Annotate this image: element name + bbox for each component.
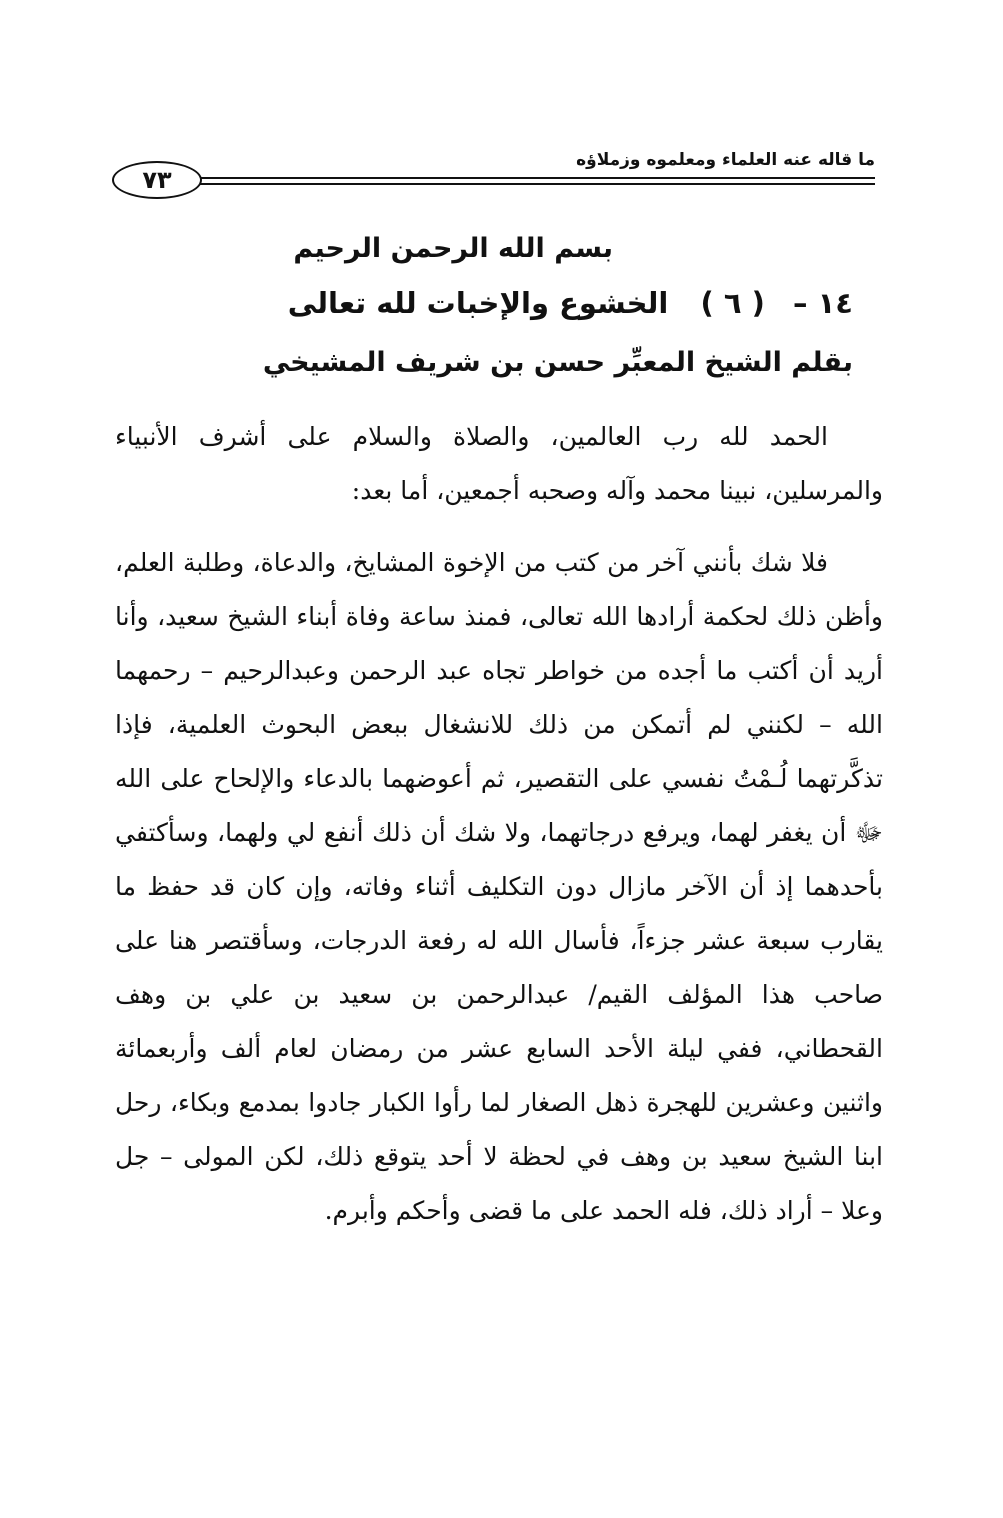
section-number: ١٤ – [792,286,853,320]
section-title-text: الخشوع والإخبات لله تعالى [287,286,669,320]
author-line: بقلم الشيخ المعبِّر حسن بن شريف المشيخي [262,347,853,378]
page-number-badge [112,161,202,199]
header-rule-top [196,177,875,179]
section-subnumber: ( ٦ ) [700,286,765,320]
page-number: ٧٣ [142,166,172,194]
running-header: ما قاله عنه العلماء ومعلموه وزملاؤه [576,150,875,170]
header-rule-bottom [196,183,875,185]
body-text [115,410,883,1238]
paragraph-main: فلا شك بأنني آخر من كتب من الإخوة المشايخ، والدعاة، وطلبة العلم، وأظن ذلك لحكمة أرادها الله تعالى، فمنذ ساعة وفاة أبناء الشيخ سعيد، وأنا أريد أن أكتب ما أجده من خواطر تجاه عبد الرحمن وعبدالرحيم – رحمهما الله – لكنني لم أتمكن من ذلك للانشغال ببعض البحوث العلمية، فإذا تذكَّرتهما لُـمْتُ نفسي على التقصير، ثم أعوضهما بالدعاء والإلحاح على الله ﷻ أن يغفر لهما، ويرفع درجاتهما، ولا شك أن ذلك أنفع لي ولهما، وسأكتفي بأحدهما إذ أن الآخر مازال دون التكليف أثناء وفاته، وإن كان قد حفظ ما يقارب سبعة عشر جزءاً، فأسال الله له رفعة الدرجات، وسأقتصر هنا على صاحب هذا المؤلف القيم/ عبدالرحمن بن سعيد بن علي بن وهف القحطاني، ففي ليلة الأحد السابع عشر من رمضان لعام ألف وأربعمائة واثنين وعشرين للهجرة ذهل الصغار لما رأوا الكبار جادوا بمدمع وبكاء، رحل ابنا الشيخ سعيد بن وهف في لحظة لا أحد يتوقع ذلك، لكن المولى – جل وعلا – أراد ذلك، فله الحمد على ما قضى وأحكم وأبرم. [115,548,883,1225]
paragraph-intro: الحمد لله رب العالمين، والصلاة والسلام على أشرف الأنبياء والمرسلين، نبينا محمد وآله وصحبه أجمعين، أما بعد: [115,422,883,505]
section-title [288,286,853,320]
basmala-heading: بسم الله الرحمن الرحيم [293,233,613,264]
